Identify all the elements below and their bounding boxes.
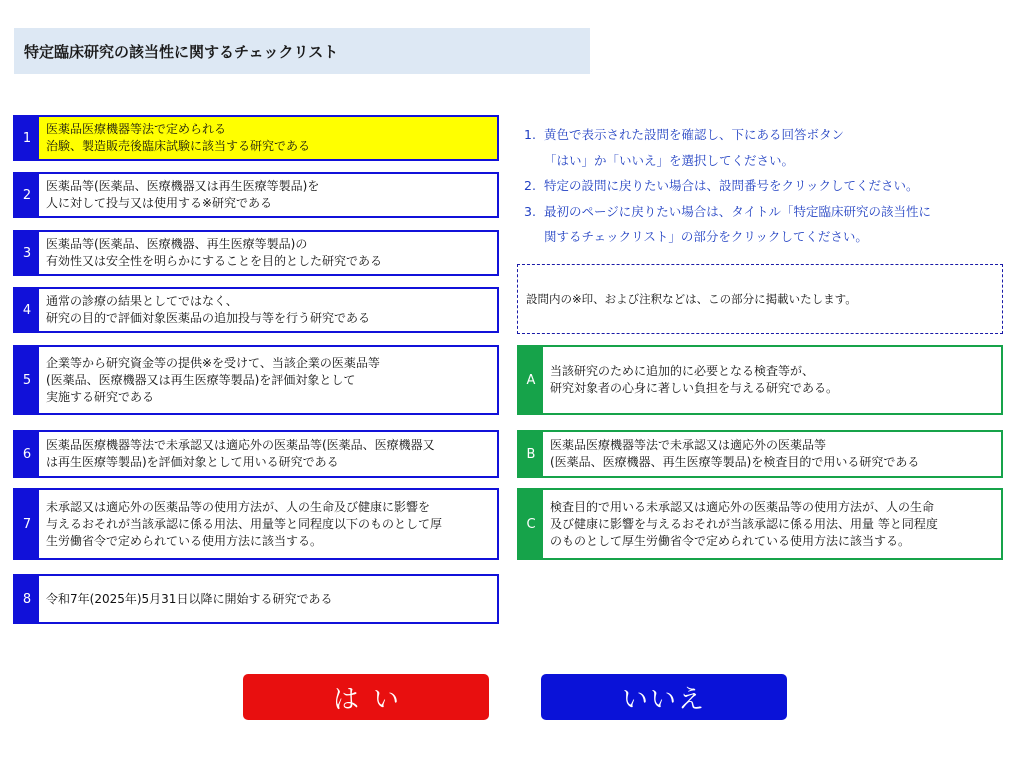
yes-button[interactable]: はい — [243, 674, 489, 720]
question-5 — [13, 345, 499, 415]
question-text-3: 医薬品等(医薬品、医療機器、再生医療等製品)の 有効性又は安全性を明らかにすることを目的とした研究である — [46, 237, 383, 268]
question-number-6[interactable]: 6 — [15, 432, 39, 476]
option-c — [517, 488, 1003, 560]
question-4 — [13, 287, 499, 333]
checklist-title[interactable]: 特定臨床研究の該当性に関するチェックリスト — [14, 28, 590, 74]
question-8 — [13, 574, 499, 624]
instruction-1: 1. 黄色で表示された設問を確認し、下にある回答ボタン — [524, 127, 845, 142]
instruction-3: 3. 最初のページに戻りたい場合は、タイトル「特定臨床研究の該当性に — [524, 203, 932, 219]
option-b — [517, 430, 1003, 478]
question-text-1: 医薬品医療機器等法で定められる 治験、製造販売後臨床試験に該当する研究である — [46, 122, 311, 153]
option-text-b: 医薬品医療機器等法で未承認又は適応外の医薬品等 (医薬品、医療機器、再生医療等製品)を検査目的で用いる研究である — [550, 438, 920, 469]
question-text-5: 企業等から研究資金等の提供※を受けて、当該企業の医薬品等 (医薬品、医療機器又は再生医療等製品)を評価対象として 実施する研究である — [46, 355, 380, 404]
question-7 — [13, 488, 499, 560]
instruction-2: 2. 特定の設問に戻りたい場合は、設問番号をクリックしてください。 — [524, 178, 919, 193]
option-label-b: B — [519, 432, 543, 476]
option-label-c: C — [519, 490, 543, 558]
no-button[interactable]: いいえ — [541, 674, 787, 720]
question-text-2: 医薬品等(医薬品、医療機器又は再生医療等製品)を 人に対して投与又は使用する※研究である — [46, 179, 320, 210]
question-text-7: 未承認又は適応外の医薬品等の使用方法が、人の生命及び健康に影響を 与えるおそれが当該承認に係る用法、用量等と同程度以下のものとして厚 生労働省令で定められている使用方法に該当する。 — [46, 499, 443, 548]
question-6 — [13, 430, 499, 478]
instructions: 1. 黄色で表示された設問を確認し、下にある回答ボタン 「はい」か「いいえ」を選択してください。 2. 特定の設問に戻りたい場合は、設問番号をクリックしてください。 3. 最初のページに戻りたい場合は、タイトル「特定臨床研究の該当性に 関するチェックリスト」の部分をクリックしてください。 — [524, 122, 1014, 250]
question-text-8: 令和7年(2025年)5月31日以降に開始する研究である — [46, 591, 333, 606]
question-number-5[interactable]: 5 — [15, 347, 39, 413]
question-number-2[interactable]: 2 — [15, 174, 39, 216]
option-text-c: 検査目的で用いる未承認又は適応外の医薬品等の使用方法が、人の生命 及び健康に影響を与えるおそれが当該承認に係る用法、用量 等と同程度 のものとして厚生労働省令で定められている使用方法に該当する。 — [550, 499, 938, 548]
question-number-3[interactable]: 3 — [15, 232, 39, 274]
option-label-a: A — [519, 347, 543, 413]
question-number-7[interactable]: 7 — [15, 490, 39, 558]
question-3 — [13, 230, 499, 276]
question-number-4[interactable]: 4 — [15, 289, 39, 331]
question-text-6: 医薬品医療機器等法で未承認又は適応外の医薬品等(医薬品、医療機器又 は再生医療等製品)を評価対象として用いる研究である — [46, 438, 435, 469]
question-text-4: 通常の診療の結果としてではなく、 研究の目的で評価対象医薬品の追加投与等を行う研究である — [46, 294, 371, 325]
option-a — [517, 345, 1003, 415]
option-text-a: 当該研究のために追加的に必要となる検査等が、 研究対象者の心身に著しい負担を与える研究である。 — [550, 364, 839, 395]
question-1 — [13, 115, 499, 161]
question-number-8[interactable]: 8 — [15, 576, 39, 622]
question-2 — [13, 172, 499, 218]
note-box: 設問内の※印、および注釈などは、この部分に掲載いたします。 — [517, 264, 1003, 334]
question-number-1[interactable]: 1 — [15, 117, 39, 159]
